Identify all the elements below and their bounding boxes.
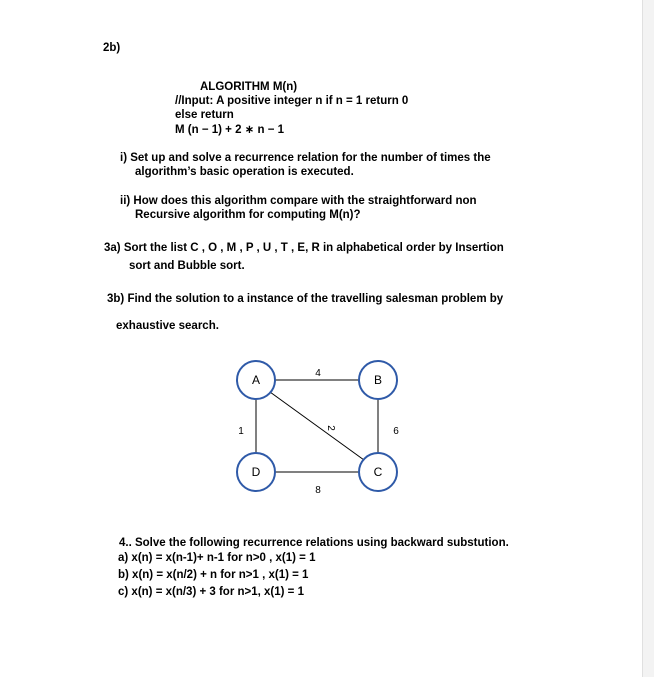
edge-a-c-weight: 2 [325, 425, 336, 431]
question-2b-ii-line2: Recursive algorithm for computing M(n)? [135, 209, 361, 221]
question-4c: c) x(n) = x(n/3) + 3 for n>1, x(1) = 1 [118, 586, 304, 598]
edge-a-c [270, 392, 364, 460]
vertical-scrollbar[interactable] [642, 0, 654, 677]
tsp-graph [218, 352, 418, 500]
node-d-label: D [251, 465, 261, 479]
question-4b: b) x(n) = x(n/2) + n for n>1 , x(1) = 1 [118, 569, 309, 581]
question-2b-i-line1: i) Set up and solve a recurrence relation for the number of times the [120, 152, 491, 164]
question-3b-line2: exhaustive search. [116, 320, 219, 332]
question-4-title: 4.. Solve the following recurrence relations using backward substution. [119, 537, 509, 549]
node-b-label: B [373, 373, 383, 387]
edge-a-b-weight: 4 [315, 368, 321, 379]
node-c-label: C [373, 465, 383, 479]
question-2b-i-line2: algorithm’s basic operation is executed. [135, 166, 354, 178]
algorithm-return-line: M (n − 1) + 2 ∗ n − 1 [175, 124, 285, 136]
question-3a-line2: sort and Bubble sort. [129, 260, 245, 272]
question-3b-line1: 3b) Find the solution to a instance of the travelling salesman problem by [107, 293, 504, 305]
edge-a-d-weight: 1 [238, 426, 244, 437]
algorithm-title: ALGORITHM M(n) [200, 81, 298, 93]
question-4a: a) x(n) = x(n-1)+ n-1 for n>0 , x(1) = 1 [118, 552, 316, 564]
question-2b-ii-line1: ii) How does this algorithm compare with the straightforward non [120, 195, 477, 207]
edge-d-c-weight: 8 [315, 485, 321, 496]
edge-b-c-weight: 6 [393, 426, 399, 437]
algorithm-else-line: else return [175, 109, 234, 121]
question-3a-line1: 3a) Sort the list C , O , M , P , U , T , E, R in alphabetical order by Insertion [104, 242, 504, 254]
algorithm-input-line: //Input: A positive integer n if n = 1 return 0 [175, 95, 409, 107]
node-a-label: A [251, 373, 261, 387]
question-2b-heading: 2b) [103, 42, 121, 54]
